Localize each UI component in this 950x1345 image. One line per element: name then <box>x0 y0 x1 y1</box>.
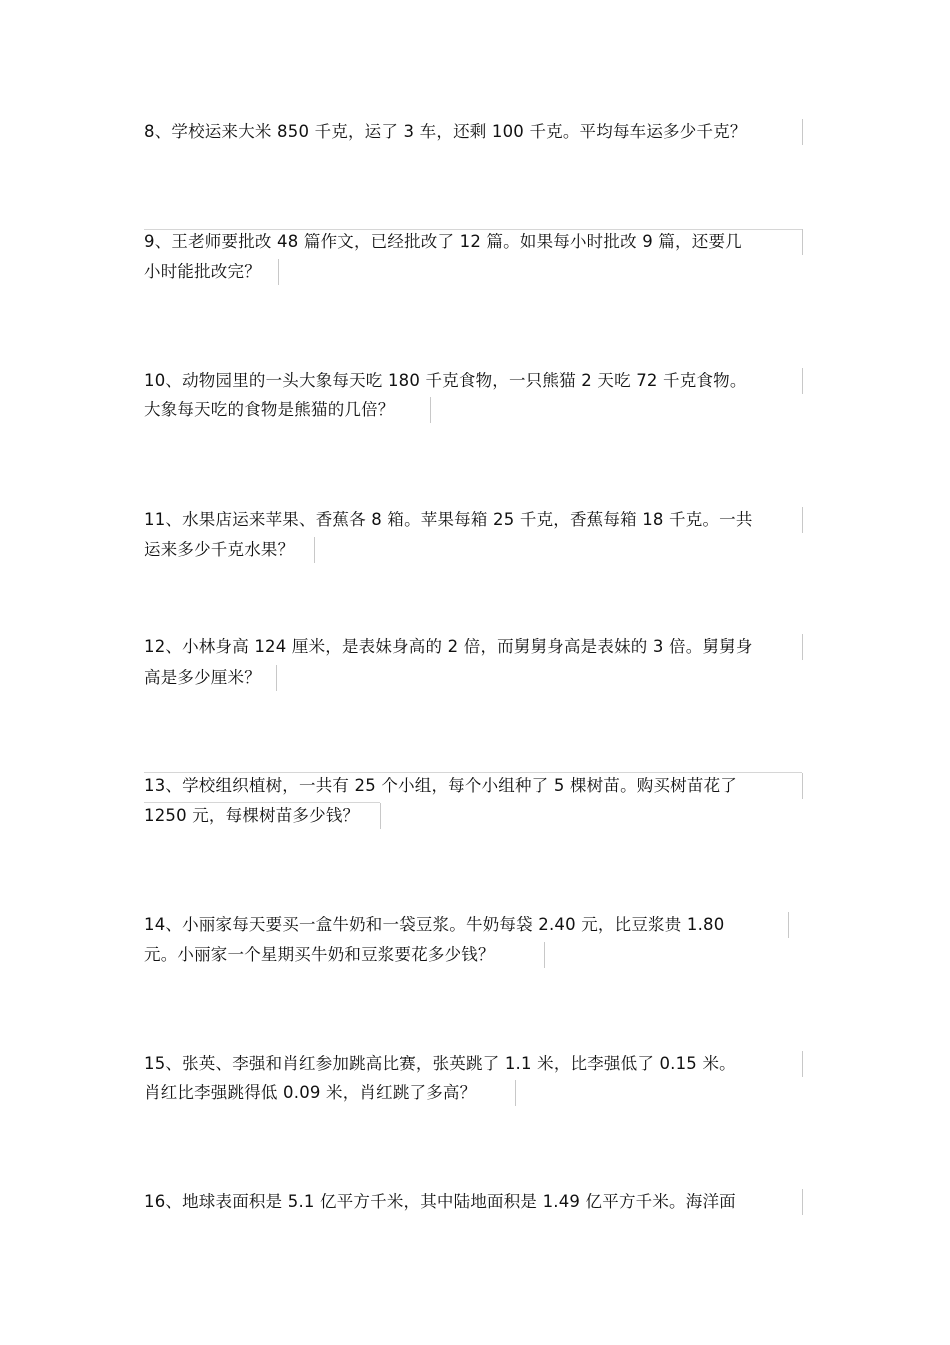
problem-12-line-2: 高是多少厘米？ <box>144 668 261 687</box>
text-cursor-rule <box>802 119 803 145</box>
text-cursor-rule <box>515 1080 516 1106</box>
text-cursor-rule <box>314 537 315 563</box>
text-cursor-rule <box>544 942 545 968</box>
text-cursor-rule <box>802 634 803 660</box>
text-cursor-rule <box>802 773 803 799</box>
text-cursor-rule <box>430 397 431 423</box>
problem-14-line-1: 14、小丽家每天要买一盒牛奶和一袋豆浆。牛奶每袋 2.40 元，比豆浆贵 1.80 <box>144 915 725 934</box>
text-cursor-rule <box>276 665 277 691</box>
problem-10-line-2: 大象每天吃的食物是熊猫的几倍？ <box>144 400 395 419</box>
text-cursor-rule <box>788 912 789 938</box>
text-cursor-rule <box>802 507 803 533</box>
problem-12-line-1: 12、小林身高 124 厘米，是表妹身高的 2 倍，而舅舅身高是表妹的 3 倍。舅舅身 <box>144 637 753 656</box>
problem-9-line-2: 小时能批改完？ <box>144 262 261 281</box>
problem-14-line-2: 元。小丽家一个星期买牛奶和豆浆要花多少钱？ <box>144 945 495 964</box>
text-cursor-rule <box>802 1051 803 1077</box>
problem-11-line-1: 11、水果店运来苹果、香蕉各 8 箱。苹果每箱 25 千克，香蕉每箱 18 千克。一共 <box>144 510 753 529</box>
text-cursor-rule <box>802 229 803 255</box>
text-cursor-rule <box>802 1189 803 1215</box>
problem-15-line-2: 肖红比李强跳得低 0.09 米，肖红跳了多高？ <box>144 1083 477 1102</box>
problem-16-line-1: 16、地球表面积是 5.1 亿平方千米，其中陆地面积是 1.49 亿平方千米。海洋面 <box>144 1192 736 1211</box>
problem-15-line-1: 15、张英、李强和肖红参加跳高比赛，张英跳了 1.1 米，比李强低了 0.15 米。 <box>144 1054 736 1073</box>
text-cursor-rule <box>802 368 803 394</box>
problem-11-line-2: 运来多少千克水果？ <box>144 540 295 559</box>
problem-10-line-1: 10、动物园里的一头大象每天吃 180 千克食物，一只熊猫 2 天吃 72 千克食物。 <box>144 371 747 390</box>
problem-9-line-1: 9、王老师要批改 48 篇作文，已经批改了 12 篇。如果每小时批改 9 篇，还要几 <box>144 232 742 251</box>
problem-13-line-1: 13、学校组织植树，一共有 25 个小组，每个小组种了 5 棵树苗。购买树苗花了 <box>144 776 737 795</box>
text-cursor-rule <box>278 259 279 285</box>
problem-8-line-1: 8、学校运来大米 850 千克，运了 3 车，还剩 100 千克。平均每车运多少千克？ <box>144 122 747 141</box>
text-cursor-rule <box>380 803 381 829</box>
problem-13-line-2: 1250 元，每棵树苗多少钱？ <box>144 806 360 825</box>
